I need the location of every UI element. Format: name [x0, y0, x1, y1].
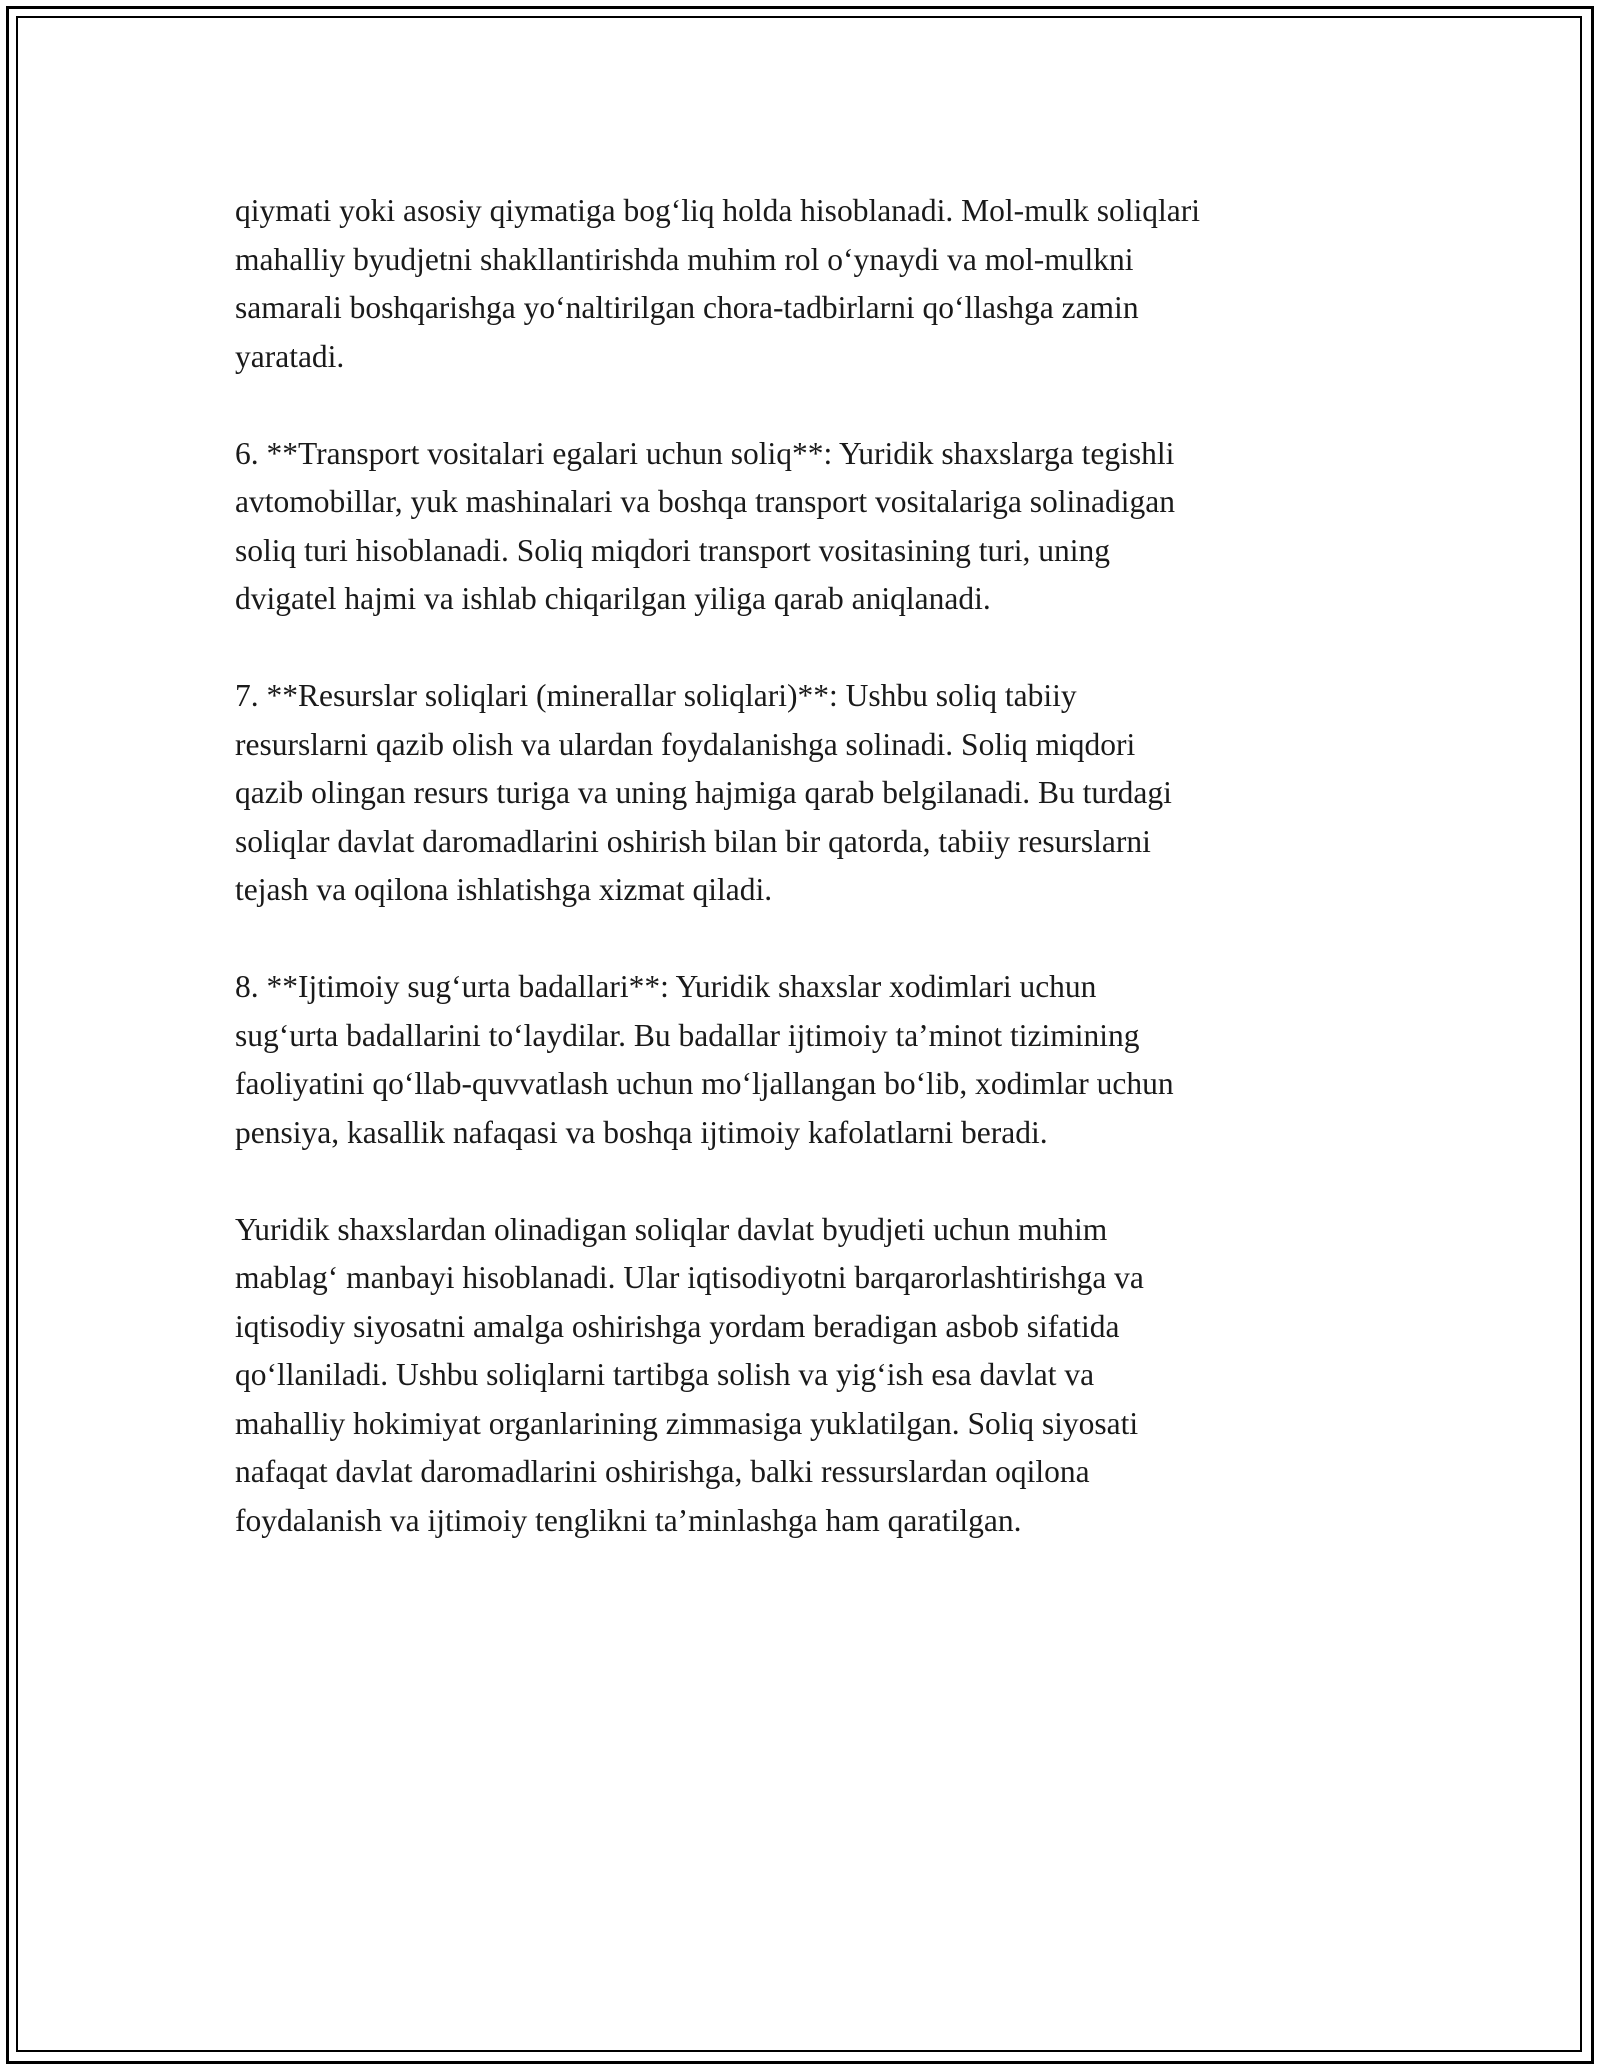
text-line: 7. **Resurslar soliqlari (minerallar soliqlari)**: Ushbu soliq tabiiy	[235, 678, 1077, 713]
text-line: 6. **Transport vositalari egalari uchun soliq**: Yuridik shaxslarga tegishli	[235, 435, 1175, 471]
text-line: 8. **Ijtimoiy sug‘urta badallari**: Yuridik shaxslar xodimlari uchun	[235, 969, 1097, 1004]
text-line: mahalliy hokimiyat organlarining zimmasiga yuklatilgan. Soliq siyosati	[235, 1405, 1139, 1441]
document-body	[235, 187, 1375, 1594]
text-line: qazib olingan resurs turiga va uning hajmiga qarab belgilanadi. Bu turdagi	[235, 775, 1172, 810]
text-line: tejash va oqilona ishlatishga xizmat qiladi.	[235, 872, 773, 907]
text-line: soliqlar davlat daromadlarini oshirish bilan bir qatorda, tabiiy resurslarni	[235, 823, 1151, 859]
text-line: resurslarni qazib olish va ulardan foydalanishga solinadi. Soliq miqdori	[235, 726, 1136, 762]
text-line: samarali boshqarishga yo‘naltirilgan chora-tadbirlarni qo‘llashga zamin	[235, 290, 1139, 325]
paragraph-social-insurance	[235, 963, 1375, 1157]
paragraph-property-tax-continued	[235, 187, 1375, 381]
text-line: sug‘urta badallarini to‘laydilar. Bu badallar ijtimoiy ta’minot tizimining	[235, 1017, 1140, 1053]
text-line: avtomobillar, yuk mashinalari va boshqa transport vositalariga solinadigan	[235, 484, 1176, 519]
paragraph-conclusion	[235, 1206, 1375, 1546]
text-line: qo‘llaniladi. Ushbu soliqlarni tartibga solish va yig‘ish esa davlat va	[235, 1357, 1095, 1392]
paragraph-transport-tax	[235, 430, 1375, 624]
text-line: foydalanish va ijtimoiy tenglikni ta’minlashga ham qaratilgan.	[235, 1502, 1022, 1538]
text-line: mablag‘ manbayi hisoblanadi. Ular iqtisodiyotni barqarorlashtirishga va	[235, 1260, 1144, 1295]
text-line: yaratadi.	[235, 338, 345, 374]
text-line: qiymati yoki asosiy qiymatiga bog‘liq holda hisoblanadi. Mol-mulk soliqlari	[235, 193, 1201, 228]
text-line: iqtisodiy siyosatni amalga oshirishga yordam beradigan asbob sifatida	[235, 1308, 1120, 1344]
text-line: faoliyatini qo‘llab-quvvatlash uchun mo‘ljallangan bo‘lib, xodimlar uchun	[235, 1066, 1174, 1101]
text-line: Yuridik shaxslardan olinadigan soliqlar davlat byudjeti uchun muhim	[235, 1211, 1108, 1247]
text-line: mahalliy byudjetni shakllantirishda muhim rol o‘ynaydi va mol-mulkni	[235, 241, 1134, 277]
text-line: dvigatel hajmi va ishlab chiqarilgan yiliga qarab aniqlanadi.	[235, 581, 991, 616]
text-line: nafaqat davlat daromadlarini oshirishga, balki ressurslardan oqilona	[235, 1454, 1090, 1489]
text-line: soliq turi hisoblanadi. Soliq miqdori transport vositasining turi, uning	[235, 532, 1110, 568]
text-line: pensiya, kasallik nafaqasi va boshqa ijtimoiy kafolatlarni beradi.	[235, 1114, 1048, 1150]
paragraph-resource-tax	[235, 672, 1375, 915]
